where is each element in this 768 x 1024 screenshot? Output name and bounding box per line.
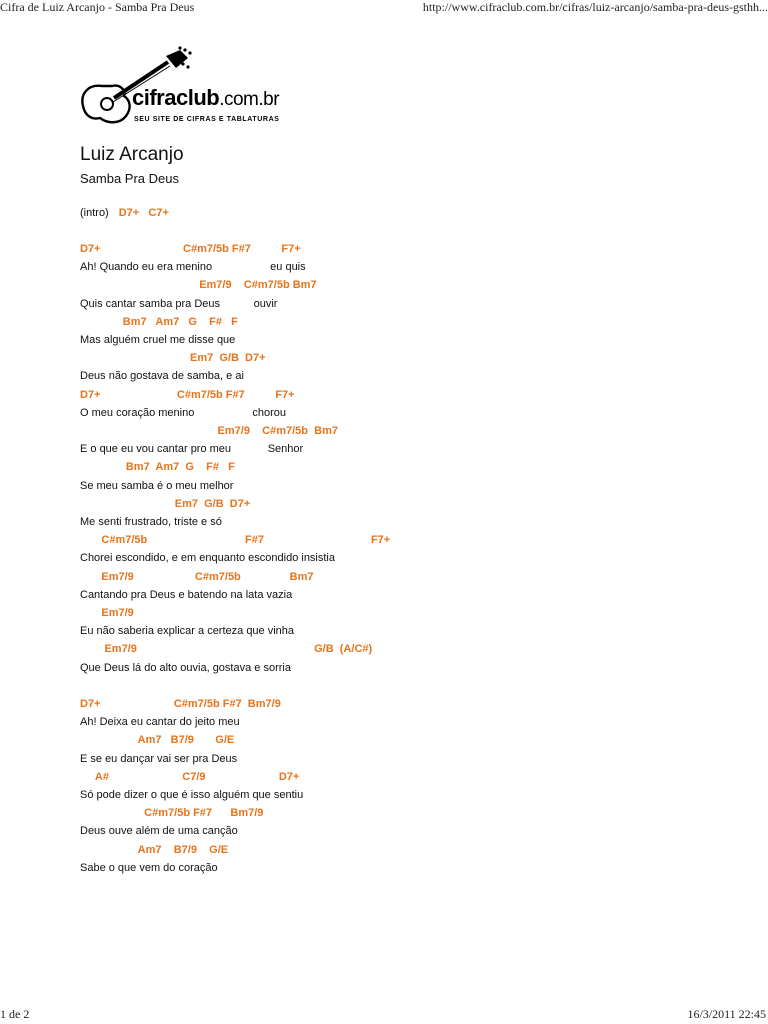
chord-line: C#m7/5b F#7 Bm7/9 — [80, 807, 264, 819]
lyric-line: Deus ouve além de uma canção — [80, 825, 238, 837]
logo-tagline: SEU SITE DE CIFRAS E TABLATURAS — [134, 116, 280, 123]
lyric-line: Me senti frustrado, triste e só — [80, 516, 222, 528]
lyric-line: O meu coração menino chorou — [80, 407, 287, 419]
lyric-line: Só pode dizer o que é isso alguém que sentiu — [80, 789, 304, 801]
lyric-line: Que Deus lá do alto ouvia, gostava e sorria — [80, 662, 291, 674]
chord-line: Em7/9 C#m7/5b Bm7 — [80, 571, 314, 583]
lyric-line: E o que eu vou cantar pro meu Senhor — [80, 443, 304, 455]
lyric-line: Quis cantar samba pra Deus ouvir — [80, 298, 278, 310]
print-datetime: 16/3/2011 22:45 — [687, 1007, 766, 1021]
intro-line — [80, 207, 169, 220]
lyric-line: Ah! Quando eu era menino eu quis — [80, 261, 306, 273]
lyric-line: Sabe o que vem do coração — [80, 862, 218, 874]
lyric-line: Deus não gostava de samba, e ai — [80, 370, 244, 382]
chord-line: D7+ C#m7/5b F#7 F7+ — [80, 389, 295, 401]
chord-line: C#m7/5b F#7 F7+ — [80, 534, 391, 546]
artist-name[interactable]: Luiz Arcanjo — [80, 144, 184, 165]
chord-line: D7+ C#m7/5b F#7 Bm7/9 — [80, 698, 281, 710]
lyric-line: Ah! Deixa eu cantar do jeito meu — [80, 716, 240, 728]
chord-line: Am7 B7/9 G/E — [80, 844, 229, 856]
lyric-line: Cantando pra Deus e batendo na lata vazia — [80, 589, 293, 601]
chord-line: Em7 G/B D7+ — [80, 352, 266, 364]
lyric-line: Mas alguém cruel me disse que — [80, 334, 236, 346]
chord-line: Em7/9 G/B (A/C#) — [80, 643, 373, 655]
chord-line: Am7 B7/9 G/E — [80, 734, 235, 746]
lyric-line: E se eu dançar vai ser pra Deus — [80, 753, 238, 765]
document-title: Cifra de Luiz Arcanjo - Samba Pra Deus — [0, 0, 195, 14]
intro-chords: D7+ C7+ — [118, 207, 169, 219]
logo-wordmark: cifraclub.com.br — [132, 85, 280, 110]
source-url[interactable]: http://www.cifraclub.com.br/cifras/luiz-arcanjo/samba-pra-deus-gsthh... — [422, 0, 768, 14]
chord-line: A# C7/9 D7+ — [80, 771, 300, 783]
chord-line: Bm7 Am7 G F# F — [80, 461, 235, 473]
cifraclub-logo[interactable] — [80, 44, 310, 134]
intro-label: (intro) — [80, 207, 109, 219]
lyric-line: Eu não saberia explicar a certeza que vinha — [80, 625, 295, 637]
chord-line: Em7 G/B D7+ — [80, 498, 251, 510]
lyric-line: Se meu samba é o meu melhor — [80, 480, 234, 492]
chord-line: Em7/9 C#m7/5b Bm7 — [80, 425, 338, 437]
chord-line: Bm7 Am7 G F# F — [80, 316, 238, 328]
page-indicator: 1 de 2 — [0, 1007, 30, 1021]
song-title: Samba Pra Deus — [80, 171, 179, 186]
lyric-line: Chorei escondido, e em enquanto escondido insistia — [80, 552, 335, 564]
chord-line: Em7/9 — [80, 607, 134, 619]
chord-line: D7+ C#m7/5b F#7 F7+ — [80, 243, 301, 255]
chord-line: Em7/9 C#m7/5b Bm7 — [80, 279, 317, 291]
